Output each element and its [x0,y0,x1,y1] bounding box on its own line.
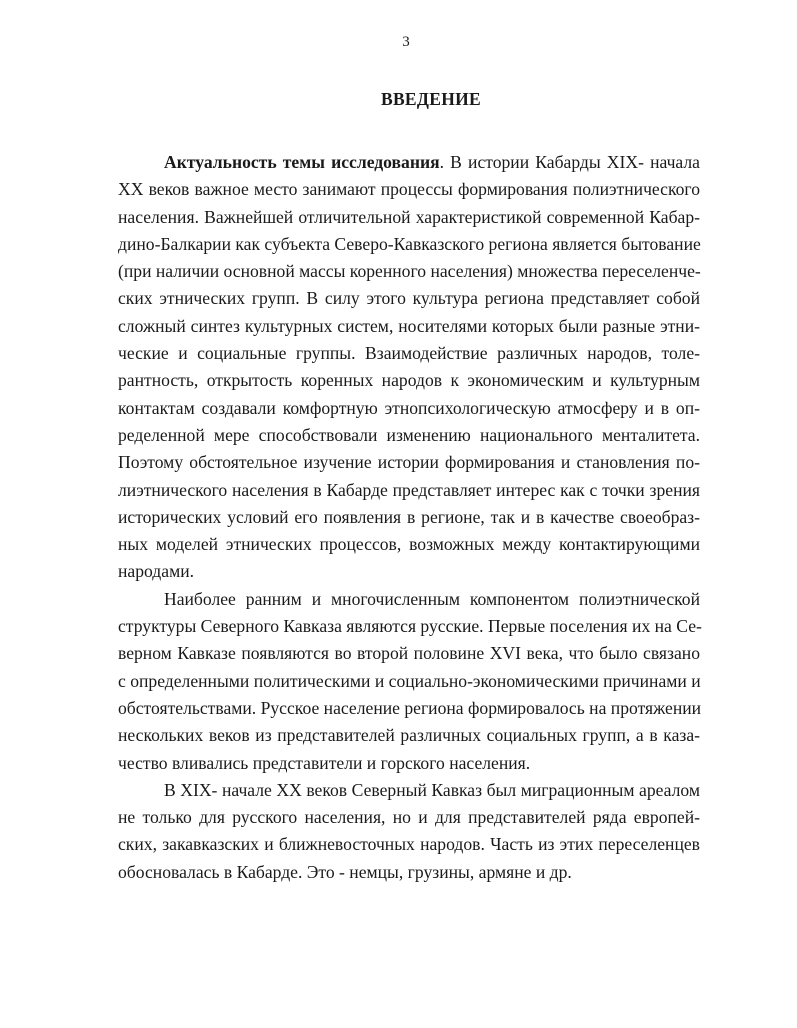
text-line: контактам создавали комфортную этнопсихологическую атмосферу и в оп- [118,397,700,418]
text-line: Актуальность темы исследования. В истории Кабарды XIX- начала [164,152,700,172]
paragraph-relevance [118,149,700,586]
text-line: лиэтнического населения в Кабарде представляет интерес как с точки зрения [118,479,700,500]
text-line: ределенной мере способствовали изменению национального менталитета. [118,424,700,445]
text-line: исторических условий его появления в регионе, так и в качестве своеобраз- [118,506,700,527]
page-number: 3 [402,34,410,50]
text-line: сложный синтез культурных систем, носителями которых были разные этни- [118,315,700,336]
paragraph-lead: Актуальность темы исследования [164,152,440,172]
text-line: верном Кавказе появляются во второй половине XVI века, что было связано [118,643,700,664]
text-line: ных моделей этнических процессов, возможных между контактирующими [118,534,700,555]
text-line: ческие и социальные группы. Взаимодействие различных народов, толе- [118,343,700,364]
text-line: структуры Северного Кавказа являются русские. Первые поселения их на Се- [118,616,702,637]
text-line: обстоятельствами. Русское население региона формировалось на протяжении [118,697,702,718]
text-line: Наиболее ранним и многочисленным компонентом полиэтнической [164,588,700,609]
text-line: ских, закавказских и ближневосточных народов. Часть из этих переселенцев [118,834,700,855]
text-line: (при наличии основной массы коренного населения) множества переселенче- [118,261,701,282]
text-line: XX веков важное место занимают процессы формирования полиэтнического [118,179,700,200]
text-line: нескольких веков из представителей различных социальных групп, а в каза- [118,725,700,746]
text-line: чество вливались представители и горского населения. [118,752,531,773]
text-line: Поэтому обстоятельное изучение истории формирования и становления по- [118,452,700,473]
page-title: ВВЕДЕНИЕ [380,89,482,109]
text-line: В XIX- начале XX веков Северный Кавказ был миграционным ареалом [164,779,700,800]
text-line: не только для русского населения, но и для представителей ряда европей- [118,807,700,828]
paragraph-migration [118,777,700,886]
text-line: населения. Важнейшей отличительной характеристикой современной Кабар- [118,206,700,227]
text-line: обосновалась в Кабарде. Это - немцы, грузины, армяне и др. [118,861,572,882]
text-line: народами. [118,561,195,582]
text-line: с определенными политическими и социально-экономическими причинами и [118,670,701,691]
text-line: ских этнических групп. В силу этого культура региона представляет собой [118,288,700,309]
body-text [118,149,700,886]
paragraph-russians [118,586,700,777]
text-line: рантность, открытость коренных народов к экономическим и культурным [118,370,700,391]
text-line: дино-Балкарии как субъекта Северо-Кавказского региона является бытование [118,233,701,254]
